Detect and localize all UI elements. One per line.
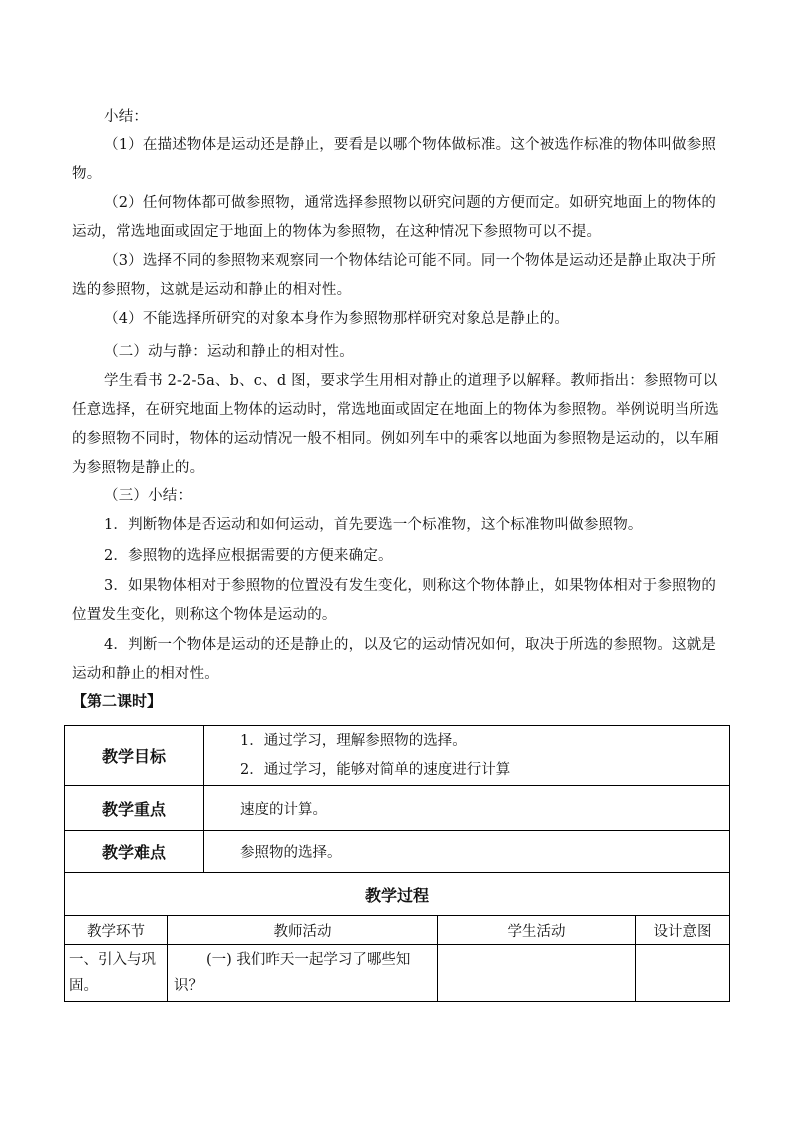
- row-teacher-activity: (一) 我们昨天一起学习了哪些知识？: [168, 945, 438, 1002]
- goal-label: 教学目标: [65, 726, 204, 786]
- key-label: 教学重点: [65, 786, 204, 831]
- column-header-row: [65, 916, 730, 945]
- goal-item-2: 2．通过学习，能够对简单的速度进行计算: [240, 761, 511, 778]
- difficulty-value: 参照物的选择。: [204, 831, 730, 873]
- process-title-row: [65, 873, 730, 916]
- column-header-student: 学生活动: [438, 916, 636, 945]
- lesson2-heading: 【第二课时】: [72, 692, 163, 710]
- key-value: 速度的计算。: [204, 786, 730, 831]
- section3-item-3: 3．如果物体相对于参照物的位置没有发生变化，则称这个物体静止，如果物体相对于参照物的位置发生变化，则称这个物体是运动的。: [72, 578, 717, 623]
- row-student-activity: [438, 945, 636, 1002]
- lesson-plan-table: [64, 725, 730, 1002]
- section2-title: （二）动与静：运动和静止的相对性。: [104, 344, 354, 360]
- column-header-stage: 教学环节: [65, 916, 168, 945]
- section3-title: （三）小结：: [104, 488, 193, 504]
- difficulty-label: 教学难点: [65, 831, 204, 873]
- section3-item-1: 1．判断物体是否运动和如何运动，首先要选一个标准物，这个标准物叫做参照物。: [104, 517, 643, 533]
- section3-item-2: 2．参照物的选择应根据需要的方便来确定。: [104, 548, 393, 564]
- summary-item-3: （3）选择不同的参照物来观察同一个物体结论可能不同。同一个物体是运动还是静止取决于所选的参照物，这就是运动和静止的相对性。: [72, 253, 717, 298]
- process-title: 教学过程: [65, 873, 730, 916]
- difficulty-row: [65, 831, 730, 873]
- table-row: [65, 945, 730, 1002]
- key-row: [65, 786, 730, 831]
- summary-item-4: （4）不能选择所研究的对象本身作为参照物那样研究对象总是静止的。: [104, 311, 570, 327]
- row-stage: 一、引入与巩固。: [65, 945, 168, 1002]
- section2-body: 学生看书 2-2-5a、b、c、d 图，要求学生用相对静止的道理予以解释。教师指出：参照物可以任意选择，在研究地面上物体的运动时，常选地面或固定在地面上的物体为参照物。举例说明当所选的参照物不同时，物体的运动情况一般不相同。例如列车中的乘客以地面为参照物是运动的，以车厢为参照物是静止的。: [72, 373, 719, 476]
- goal-row: [65, 726, 730, 786]
- summary-label: 小结：: [104, 109, 149, 125]
- summary-item-1: （1）在描述物体是运动还是静止，要看是以哪个物体做标准。这个被选作标准的物体叫做参照物。: [72, 137, 717, 182]
- summary-item-2: （2）任何物体都可做参照物，通常选择参照物以研究问题的方便而定。如研究地面上的物体的运动，常选地面或固定于地面上的物体为参照物，在这种情况下参照物可以不提。: [72, 195, 717, 240]
- section3-item-4: 4．判断一个物体是运动的还是静止的，以及它的运动情况如何，取决于所选的参照物。这就是运动和静止的相对性。: [72, 637, 717, 682]
- goal-content: [204, 726, 730, 786]
- column-header-intent: 设计意图: [636, 916, 730, 945]
- goal-item-1: 1．通过学习，理解参照物的选择。: [240, 732, 467, 749]
- row-design-intent: [636, 945, 730, 1002]
- column-header-teacher: 教师活动: [168, 916, 438, 945]
